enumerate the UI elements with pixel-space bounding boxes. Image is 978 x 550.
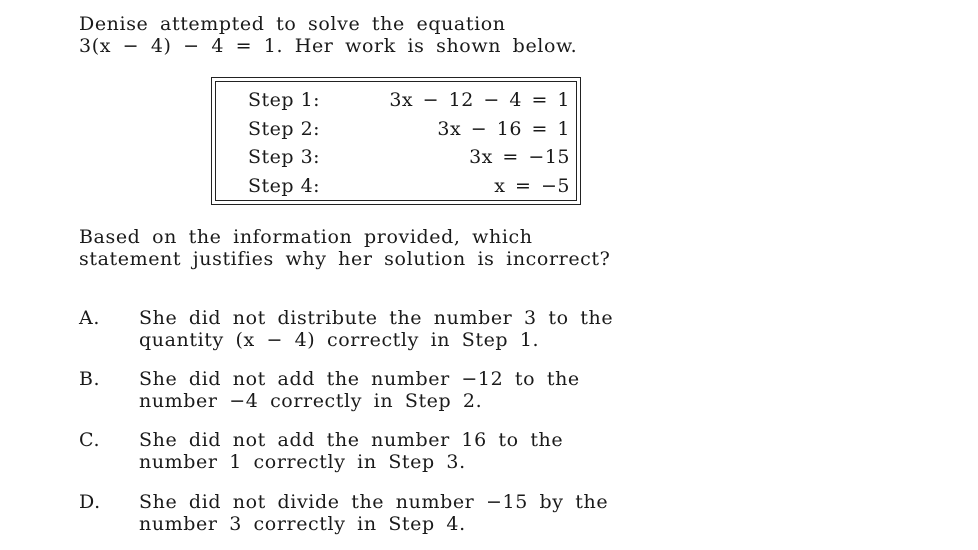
step-equation: x = −5 (494, 175, 570, 197)
choice-letter: C. (79, 429, 101, 451)
choice-text-line-2: quantity (x − 4) correctly in Step 1. (139, 329, 540, 351)
choice-text (139, 491, 608, 535)
choice-text-line-2: number 1 correctly in Step 3. (139, 451, 466, 473)
choice-text-line-2: number 3 correctly in Step 4. (139, 513, 466, 535)
choice-text-line-1: She did not add the number 16 to the (139, 429, 564, 451)
choice-letter: B. (79, 368, 101, 390)
step-label: Step 3: (248, 146, 321, 168)
choice-text-line-1: She did not distribute the number 3 to the (139, 307, 614, 329)
step-row-3 (248, 145, 570, 169)
intro-line-2: 3(x − 4) − 4 = 1. Her work is shown below. (79, 35, 578, 57)
choice-letter: D. (79, 491, 101, 513)
step-equation: 3x − 12 − 4 = 1 (389, 89, 570, 111)
problem-intro (79, 13, 739, 57)
choice-text-line-1: She did not add the number −12 to the (139, 368, 580, 390)
step-label: Step 2: (248, 118, 321, 140)
step-label: Step 1: (248, 89, 321, 111)
question-line-1: Based on the information provided, which (79, 226, 533, 248)
question-prompt (79, 226, 739, 270)
choice-text (139, 368, 580, 412)
choice-text-line-2: number −4 correctly in Step 2. (139, 390, 483, 412)
question-line-2: statement justifies why her solution is incorrect? (79, 248, 611, 270)
work-box (211, 77, 581, 205)
step-label: Step 4: (248, 175, 321, 197)
choice-text (139, 307, 613, 351)
choice-letter: A. (79, 307, 100, 329)
step-row-4 (248, 174, 570, 198)
step-equation: 3x − 16 = 1 (437, 118, 570, 140)
intro-line-1: Denise attempted to solve the equation (79, 13, 506, 35)
step-row-1 (248, 88, 570, 112)
choice-text-line-1: She did not divide the number −15 by the (139, 491, 609, 513)
work-box-inner-border (215, 81, 577, 201)
step-equation: 3x = −15 (469, 146, 570, 168)
choice-text (139, 429, 563, 473)
step-row-2 (248, 117, 570, 141)
